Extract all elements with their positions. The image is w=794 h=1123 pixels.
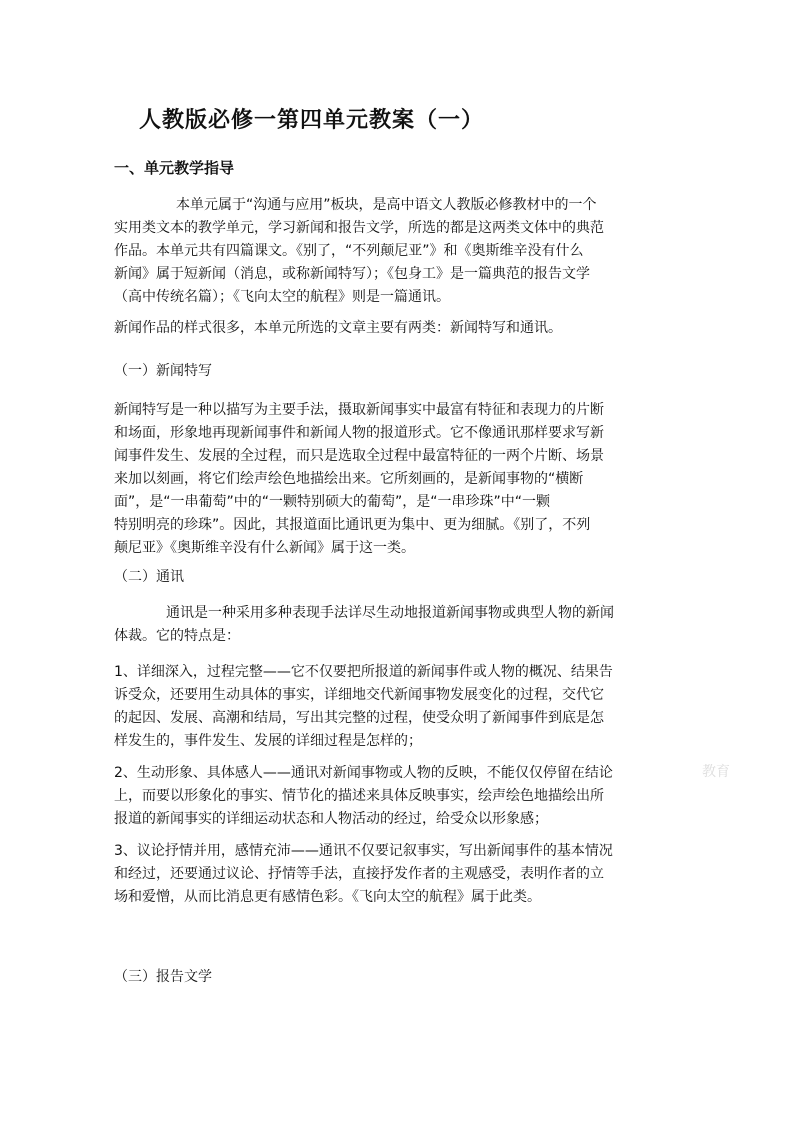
- intro-paragraph: [114, 194, 689, 309]
- page-title: 人教版必修一第四单元教案（一）: [139, 107, 485, 133]
- correspondence-point-2: [114, 762, 689, 831]
- styles-paragraph: [114, 317, 689, 340]
- styles-line: 新闻作品的样式很多，本单元所选的文章主要有两类：新闻特写和通讯。: [114, 320, 562, 336]
- news-feature-line: 面”，是“一串葡萄”中的“一颗特别硕大的葡萄”，是“一串珍珠”中“一颗: [114, 494, 551, 510]
- correspondence-intro-paragraph: [114, 602, 689, 648]
- correspondence-point-1: [114, 661, 689, 753]
- point-3-line: 和经过，还要通过议论、抒情等手法，直接抒发作者的主观感受，表明作者的立: [114, 866, 604, 882]
- point-3-line: 场和爱憎，从而比消息更有感情色彩。《飞向太空的航程》属于此类。: [114, 889, 541, 905]
- subheading-news-feature: （一）新闻特写: [114, 363, 212, 379]
- correspondence-point-3: [114, 840, 689, 909]
- point-2-line: 上，而要以形象化的事实、情节化的描述来具体反映事实，绘声绘色地描绘出所: [114, 788, 604, 804]
- news-feature-line: 特别明亮的珍珠”。因此，其报道面比通讯更为集中、更为细腻。《别了，不列: [114, 517, 591, 533]
- subheading-reportage: （三）报告文学: [114, 969, 212, 985]
- intro-line: 实用类文本的教学单元，学习新闻和报告文学，所选的都是这两类文体中的典范: [114, 220, 604, 236]
- watermark: 教育: [702, 764, 730, 780]
- intro-line: （高中传统名篇）；《飞向太空的航程》则是一篇通讯。: [114, 289, 450, 305]
- intro-line: 新闻》属于短新闻（消息，或称新闻特写）；《包身工》是一篇典范的报告文学: [114, 266, 590, 282]
- point-2-line: 2、生动形象、具体感人——通讯对新闻事物或人物的反映，不能仅仅停留在结论: [114, 765, 613, 781]
- point-1-line: 样发生的，事件发生、发展的详细过程是怎样的；: [114, 733, 422, 749]
- subheading-correspondence: （二）通讯: [114, 569, 184, 585]
- point-1-line: 1、详细深入，过程完整——它不仅要把所报道的新闻事件或人物的概况、结果告: [114, 664, 613, 680]
- correspondence-intro-line: 体裁。它的特点是：: [114, 628, 240, 644]
- news-feature-line: 颠尼亚》《奥斯维辛没有什么新闻》属于这一类。: [114, 540, 415, 556]
- section-heading-unit-guidance: 一、单元教学指导: [114, 159, 235, 177]
- news-feature-line: 和场面，形象地再现新闻事件和新闻人物的报道形式。它不像通讯那样要求写新: [114, 425, 604, 441]
- news-feature-line: 新闻特写是一种以描写为主要手法，摄取新闻事实中最富有特征和表现力的片断: [114, 402, 604, 418]
- intro-line: 本单元属于“沟通与应用”板块，是高中语文人教版必修教材中的一个: [176, 197, 597, 213]
- point-1-line: 的起因、发展、高潮和结局，写出其完整的过程，使受众明了新闻事件到底是怎: [114, 710, 604, 726]
- news-feature-paragraph: [114, 399, 689, 560]
- point-3-line: 3、议论抒情并用，感情充沛——通讯不仅要记叙事实，写出新闻事件的基本情况: [114, 843, 613, 859]
- news-feature-line: 来加以刻画，将它们绘声绘色地描绘出来。它所刻画的，是新闻事物的“横断: [114, 471, 584, 487]
- correspondence-intro-line: 通讯是一种采用多种表现手法详尽生动地报道新闻事物或典型人物的新闻: [166, 605, 614, 621]
- intro-line: 作品。本单元共有四篇课文。《别了，“不列颠尼亚”》和《奥斯维辛没有什么: [114, 243, 584, 259]
- point-1-line: 诉受众，还要用生动具体的事实，详细地交代新闻事物发展变化的过程，交代它: [114, 687, 604, 703]
- point-2-line: 报道的新闻事实的详细运动状态和人物活动的经过，给受众以形象感；: [114, 811, 548, 827]
- news-feature-line: 闻事件发生、发展的全过程，而只是选取全过程中最富特征的一两个片断、场景: [114, 448, 604, 464]
